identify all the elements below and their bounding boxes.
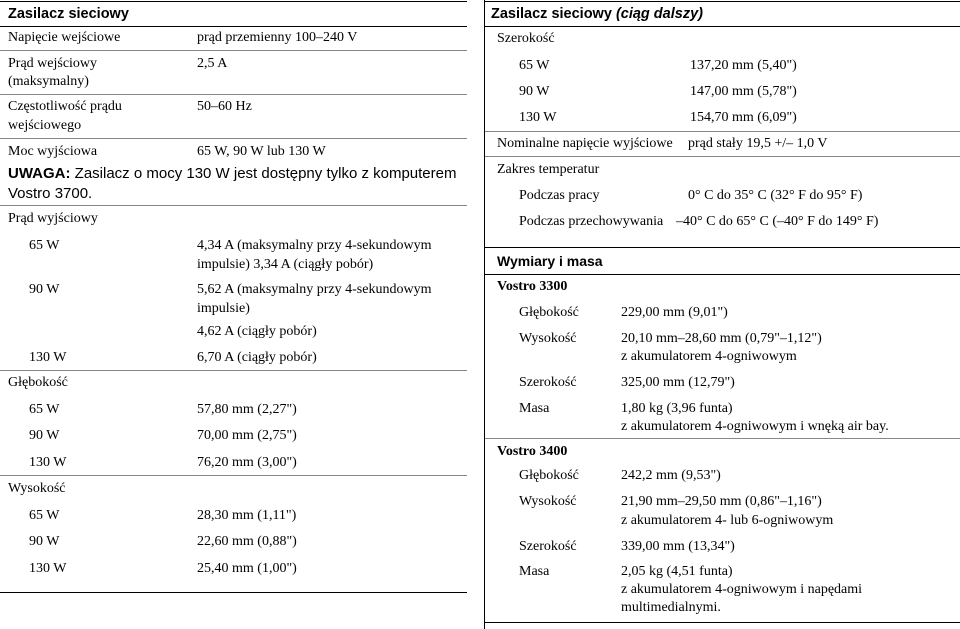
output-current-90w-label: 90 W bbox=[29, 282, 60, 297]
output-current-130w-value: 6,70 A (ciągły pobór) bbox=[197, 350, 317, 365]
row-divider bbox=[0, 205, 467, 206]
v3400-mass-label: Masa bbox=[519, 564, 550, 579]
row-divider bbox=[0, 370, 467, 371]
input-current-label-2: (maksymalny) bbox=[8, 74, 89, 89]
v3300-height-value: 20,10 mm–28,60 mm (0,79"–1,12") bbox=[621, 331, 822, 346]
v3300-mass-value-2: z akumulatorem 4-ogniwowym i wnęką air bay. bbox=[621, 419, 889, 434]
vostro-3300-title: Vostro 3300 bbox=[497, 279, 568, 294]
header-rule bbox=[0, 26, 467, 27]
row-divider bbox=[0, 138, 467, 139]
width-65w-label: 65 W bbox=[519, 58, 550, 73]
input-voltage-label: Napięcie wejściowe bbox=[8, 30, 121, 45]
storage-temp-value: –40° C do 65° C (–40° F do 149° F) bbox=[676, 214, 879, 229]
section-rule bbox=[485, 274, 960, 275]
depth-90w-value: 70,00 mm (2,75") bbox=[197, 428, 297, 443]
v3400-width-value: 339,00 mm (13,34") bbox=[621, 539, 735, 554]
output-current-130w-label: 130 W bbox=[29, 350, 67, 365]
height-65w-label: 65 W bbox=[29, 508, 60, 523]
depth-130w-label: 130 W bbox=[29, 455, 67, 470]
operating-temp-label: Podczas pracy bbox=[519, 188, 600, 203]
v3400-height-label: Wysokość bbox=[519, 494, 577, 509]
row-divider bbox=[485, 156, 960, 157]
depth-90w-label: 90 W bbox=[29, 428, 60, 443]
width-130w-label: 130 W bbox=[519, 110, 557, 125]
v3400-height-value-2: z akumulatorem 4- lub 6-ogniwowym bbox=[621, 513, 834, 528]
output-power-label: Moc wyjściowa bbox=[8, 144, 98, 159]
output-current-90w-value: 5,62 A (maksymalny przy 4-sekundowym bbox=[197, 282, 432, 297]
section-rule bbox=[485, 247, 960, 248]
v3400-height-value: 21,90 mm–29,50 mm (0,86"–1,16") bbox=[621, 494, 822, 509]
v3400-mass-value-3: multimedialnymi. bbox=[621, 600, 721, 615]
note-text-2: Vostro 3700. bbox=[8, 185, 93, 202]
v3300-height-value-2: z akumulatorem 4-ogniwowym bbox=[621, 349, 797, 364]
output-current-65w-value: 4,34 A (maksymalny przy 4-sekundowym bbox=[197, 238, 432, 253]
temperature-label: Zakres temperatur bbox=[497, 162, 600, 177]
v3300-depth-label: Głębokość bbox=[519, 305, 579, 320]
row-divider bbox=[0, 94, 467, 95]
bottom-rule bbox=[485, 622, 960, 623]
row-divider bbox=[485, 131, 960, 132]
vostro-3400-title: Vostro 3400 bbox=[497, 444, 568, 459]
header-rule bbox=[485, 26, 960, 27]
depth-65w-value: 57,80 mm (2,27") bbox=[197, 402, 297, 417]
v3300-height-label: Wysokość bbox=[519, 331, 577, 346]
dimensions-title: Wymiary i masa bbox=[497, 253, 603, 269]
height-90w-value: 22,60 mm (0,88") bbox=[197, 534, 297, 549]
v3300-mass-value: 1,80 kg (3,96 funta) bbox=[621, 401, 733, 416]
input-frequency-label: Częstotliwość prądu bbox=[8, 99, 122, 114]
row-divider bbox=[0, 50, 467, 51]
input-frequency-label-2: wejściowego bbox=[8, 118, 82, 133]
output-current-65w-value-2: impulsie) 3,34 A (ciągły pobór) bbox=[197, 257, 374, 272]
height-65w-value: 28,30 mm (1,11") bbox=[197, 508, 297, 523]
v3400-mass-value-2: z akumulatorem 4-ogniwowym i napędami bbox=[621, 582, 863, 597]
row-divider bbox=[485, 438, 960, 439]
v3300-width-value: 325,00 mm (12,79") bbox=[621, 375, 735, 390]
height-label: Wysokość bbox=[8, 481, 66, 496]
output-current-65w-label: 65 W bbox=[29, 238, 60, 253]
width-130w-value: 154,70 mm (6,09") bbox=[690, 110, 797, 125]
v3400-mass-value: 2,05 kg (4,51 funta) bbox=[621, 564, 733, 579]
depth-65w-label: 65 W bbox=[29, 402, 60, 417]
output-current-90w-value-3: 4,62 A (ciągły pobór) bbox=[197, 324, 317, 339]
top-rule bbox=[0, 1, 467, 2]
output-current-label: Prąd wyjściowy bbox=[8, 211, 98, 226]
top-rule bbox=[485, 1, 960, 2]
v3400-width-label: Szerokość bbox=[519, 539, 577, 554]
section-title-continued-suffix: (ciąg dalszy) bbox=[615, 6, 703, 22]
height-130w-value: 25,40 mm (1,00") bbox=[197, 561, 297, 576]
height-130w-label: 130 W bbox=[29, 561, 67, 576]
section-title-main: Zasilacz sieciowy bbox=[491, 6, 616, 22]
width-65w-value: 137,20 mm (5,40") bbox=[690, 58, 797, 73]
output-current-90w-value-2: impulsie) bbox=[197, 301, 250, 316]
operating-temp-value: 0° C do 35° C (32° F do 95° F) bbox=[688, 188, 863, 203]
depth-label: Głębokość bbox=[8, 375, 68, 390]
section-title: Zasilacz sieciowy bbox=[8, 6, 129, 22]
note-text: Zasilacz o mocy 130 W jest dostępny tylko z komputerem bbox=[70, 165, 457, 182]
v3300-depth-value: 229,00 mm (9,01") bbox=[621, 305, 728, 320]
width-90w-label: 90 W bbox=[519, 84, 550, 99]
row-divider bbox=[0, 475, 467, 476]
section-title-continued bbox=[491, 5, 703, 23]
input-current-value: 2,5 A bbox=[197, 56, 228, 71]
v3400-depth-label: Głębokość bbox=[519, 468, 579, 483]
width-label: Szerokość bbox=[497, 31, 555, 46]
input-voltage-value: prąd przemienny 100–240 V bbox=[197, 30, 358, 45]
input-frequency-value: 50–60 Hz bbox=[197, 99, 252, 114]
nominal-voltage-value: prąd stały 19,5 +/– 1,0 V bbox=[688, 136, 828, 151]
input-current-label: Prąd wejściowy bbox=[8, 56, 98, 71]
nominal-voltage-label: Nominalne napięcie wyjściowe bbox=[497, 136, 673, 151]
v3300-width-label: Szerokość bbox=[519, 375, 577, 390]
column-divider bbox=[484, 0, 485, 629]
width-90w-value: 147,00 mm (5,78") bbox=[690, 84, 797, 99]
note-label: UWAGA: bbox=[8, 165, 71, 182]
height-90w-label: 90 W bbox=[29, 534, 60, 549]
note bbox=[8, 164, 456, 183]
depth-130w-value: 76,20 mm (3,00") bbox=[197, 455, 297, 470]
v3300-mass-label: Masa bbox=[519, 401, 550, 416]
bottom-rule bbox=[0, 592, 467, 593]
v3400-depth-value: 242,2 mm (9,53") bbox=[621, 468, 721, 483]
output-power-value: 65 W, 90 W lub 130 W bbox=[197, 144, 326, 159]
storage-temp-label: Podczas przechowywania bbox=[519, 214, 664, 229]
